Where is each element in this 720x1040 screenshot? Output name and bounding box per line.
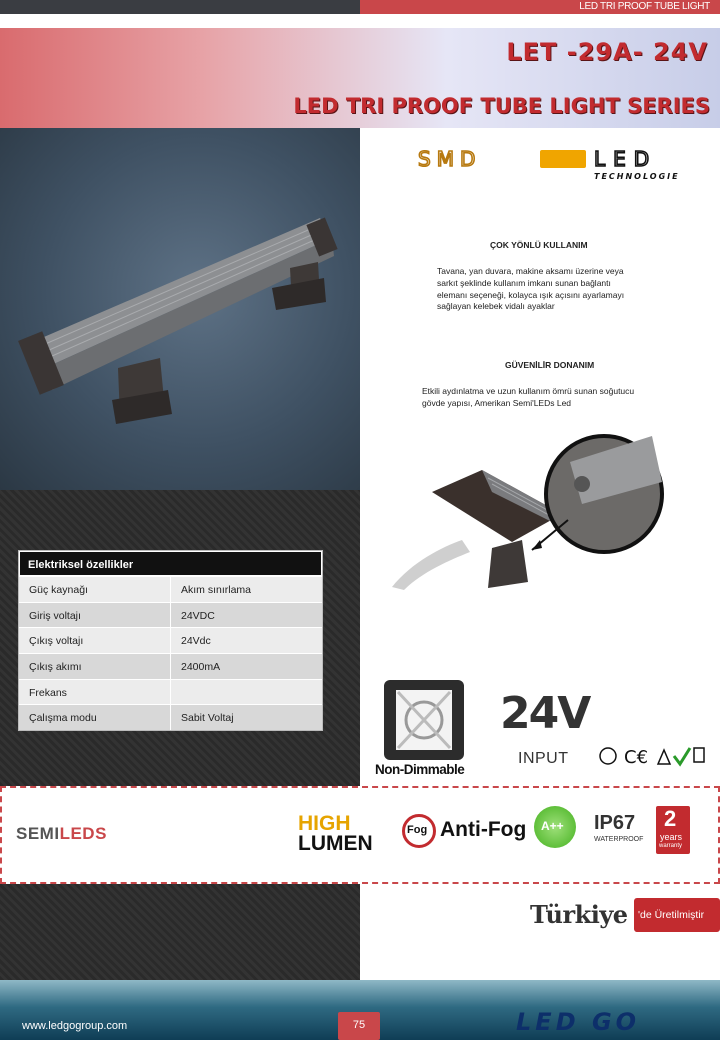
spec-key: Frekans xyxy=(19,680,171,705)
spec-value: 2400mA xyxy=(181,661,221,674)
ip67-label: IP67 xyxy=(594,812,636,834)
weee-icon xyxy=(694,748,704,762)
hardware-line: Etkili aydınlatma ve uzun kullanım ömrü sunan soğutucu xyxy=(422,386,635,396)
hardware-title: GÜVENİLİR DONANIM xyxy=(505,360,595,370)
voltage-input-label: INPUT xyxy=(518,750,569,767)
usage-line: Tavana, yan duvara, makine aksamı üzerine veya xyxy=(437,266,624,276)
usage-text xyxy=(437,266,624,313)
spec-value: Sabit Voltaj xyxy=(181,712,234,725)
warranty-years-text: years xyxy=(660,832,683,842)
warranty-years-num: 2 xyxy=(664,806,677,831)
spec-key: Giriş voltajı xyxy=(19,603,171,628)
product-model: LET -29A- 24V xyxy=(506,38,708,66)
chip-icon xyxy=(540,150,586,168)
fog-text: Fog xyxy=(407,824,428,836)
spec-key: Çıkış akımı xyxy=(19,654,171,679)
table-row xyxy=(19,704,322,730)
spec-value: 24VDC xyxy=(181,609,215,622)
table-row xyxy=(19,602,322,628)
certification-icons xyxy=(598,744,708,772)
usage-title: ÇOK YÖNLÜ KULLANIM xyxy=(490,240,588,250)
smd-text: SMD xyxy=(418,148,482,171)
usage-line: sarkıt şeklinde kullanım imkanı sunan bağlantı xyxy=(437,277,611,288)
non-dimmable-icon xyxy=(384,680,464,760)
detail-photo xyxy=(392,422,708,592)
electrical-spec-table xyxy=(18,550,323,731)
turkiye-logo: Türkiye xyxy=(530,900,628,929)
rohs-check-icon xyxy=(674,748,690,764)
non-dimmable-label: Non-Dimmable xyxy=(375,762,465,777)
spec-key: Çıkış voltajı xyxy=(19,628,171,653)
energy-class-text: A++ xyxy=(541,819,564,833)
table-row xyxy=(19,653,322,679)
technology-text: TECHNOLOGIE xyxy=(594,172,680,181)
hardware-line: gövde yapısı, Amerikan Semi'LEDs Led xyxy=(422,397,572,408)
made-in-label: 'de Üretilmiştir xyxy=(634,898,720,932)
usage-line: sağlayan kelebek vidalı ayaklar xyxy=(437,301,555,312)
product-photo xyxy=(0,128,360,490)
antifog-label: Anti-Fog xyxy=(440,818,527,841)
spec-key: Çalışma modu xyxy=(19,705,171,730)
tube-light-image xyxy=(0,128,360,490)
energy-class-icon xyxy=(534,806,576,848)
recycle-icon xyxy=(658,750,670,764)
warranty-badge xyxy=(656,806,690,854)
spec-value: 24Vdc xyxy=(181,635,211,648)
spec-table-title: Elektriksel özellikler xyxy=(19,551,322,576)
smd-led-technology-logo xyxy=(418,148,708,182)
spec-key: Güç kaynağı xyxy=(19,577,171,602)
ce-icon: C€ xyxy=(624,747,649,768)
website-link[interactable]: www.ledgogroup.com xyxy=(22,1020,128,1032)
semileds-logo xyxy=(16,824,107,844)
ledgo-brand-logo: LED GO xyxy=(516,1008,641,1036)
table-row xyxy=(19,576,322,602)
high-text: HIGH xyxy=(298,812,351,835)
led-text: LED xyxy=(594,148,658,171)
left-dark-panel-lower xyxy=(0,884,360,980)
usage-line: elemanı seçeneği, kolayca ışık açısını ayarlamayı xyxy=(437,289,625,300)
warranty-text: warranty xyxy=(659,843,683,849)
spec-value: Akım sınırlama xyxy=(181,584,252,596)
product-series-title: LED TRI PROOF TUBE LIGHT SERIES xyxy=(293,94,710,118)
no-fog-icon xyxy=(402,814,436,848)
lumen-text: LUMEN xyxy=(298,832,373,855)
table-row xyxy=(19,627,322,653)
top-strip xyxy=(0,0,720,14)
voltage-value: 24V xyxy=(500,688,590,739)
semileds-logo-text-b: LEDS xyxy=(59,824,107,843)
top-category-label: LED TRI PROOF TUBE LIGHT xyxy=(579,1,710,12)
spec-value xyxy=(171,680,322,705)
pb-free-icon xyxy=(600,748,616,764)
hardware-text xyxy=(422,386,634,410)
waterproof-label: WATERPROOF xyxy=(594,836,644,843)
page-number: 75 xyxy=(338,1012,380,1040)
semileds-logo-text-a: SEMI xyxy=(16,824,60,843)
table-row xyxy=(19,679,322,705)
